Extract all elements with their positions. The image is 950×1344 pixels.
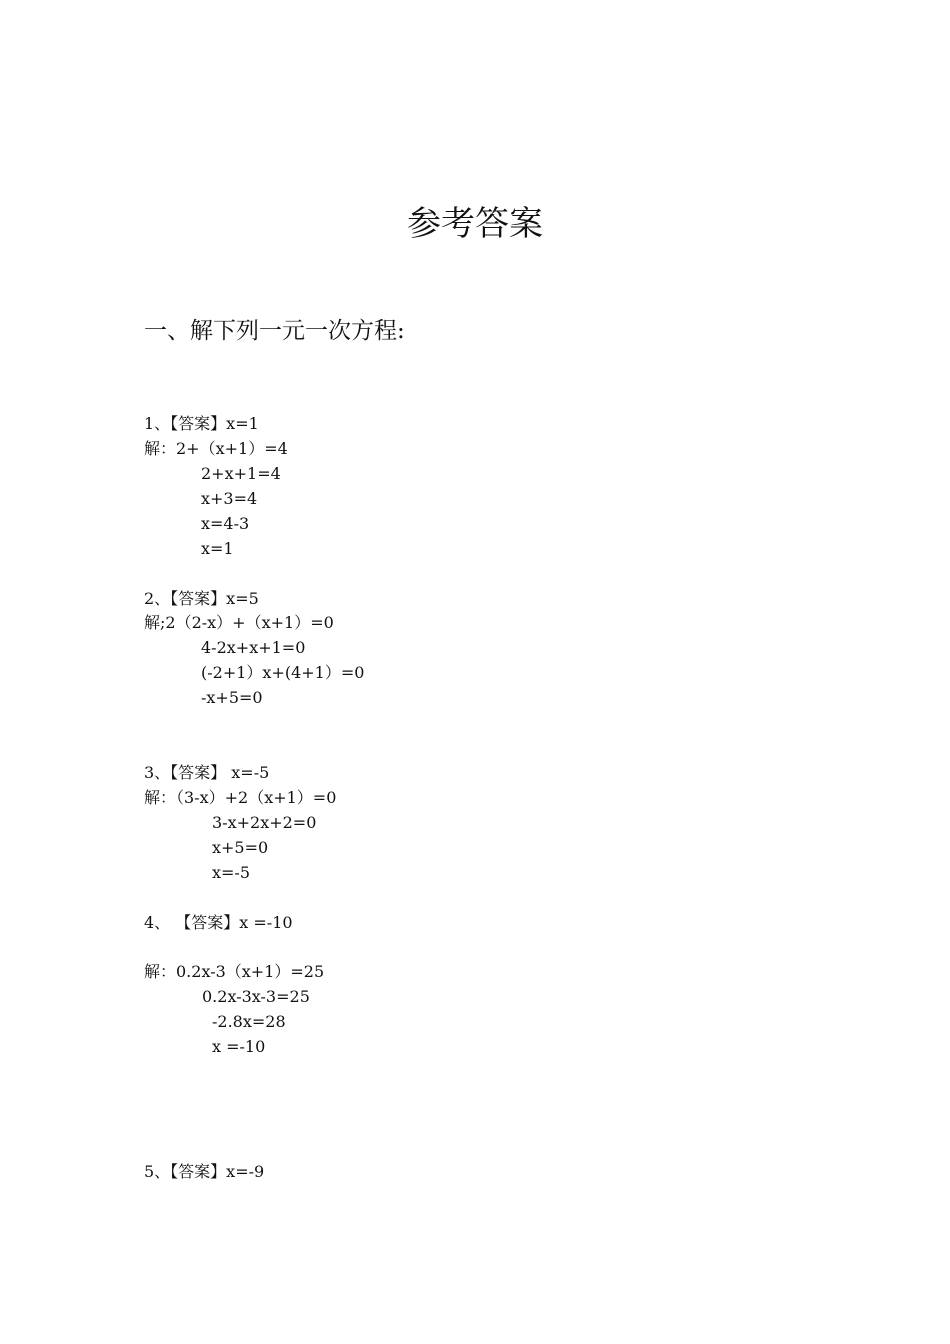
solution-line-4-3: -2.8x=28	[212, 1012, 286, 1031]
solution-line-3-2: 3-x+2x+2=0	[212, 813, 317, 832]
solution-line-4-2: 0.2x-3x-3=25	[202, 987, 310, 1006]
solution-line-1-3: x+3=4	[201, 489, 258, 508]
answer-line-2: 2、【答案】x=5	[144, 589, 259, 608]
section-heading: 一、解下列一元一次方程:	[144, 318, 405, 344]
answer-line-1: 1、【答案】x=1	[144, 414, 259, 433]
solution-line-1-2: 2+x+1=4	[201, 464, 281, 483]
answer-line-4: 4、 【答案】x =-10	[144, 913, 293, 932]
solution-line-1-4: x=4-3	[201, 514, 250, 533]
solution-line-2-3: (-2+1）x+(4+1）=0	[201, 663, 365, 682]
solution-line-4-1: 解：0.2x-3（x+1）=25	[144, 962, 325, 981]
answer-line-3: 3、【答案】 x=-5	[144, 763, 270, 782]
answer-line-5: 5、【答案】x=-9	[144, 1162, 265, 1181]
solution-line-2-1: 解;2（2-x）+（x+1）=0	[144, 613, 334, 632]
solution-line-1-1: 解：2+（x+1）=4	[144, 439, 288, 458]
solution-line-1-5: x=1	[201, 539, 234, 558]
solution-line-3-3: x+5=0	[212, 838, 269, 857]
solution-line-3-1: 解：（3-x）+2（x+1）=0	[144, 788, 337, 807]
solution-line-2-4: -x+5=0	[201, 688, 263, 707]
solution-line-3-4: x=-5	[212, 863, 251, 882]
solution-line-2-2: 4-2x+x+1=0	[201, 638, 306, 657]
page-title: 参考答案	[407, 204, 543, 244]
solution-line-4-4: x =-10	[212, 1037, 266, 1056]
